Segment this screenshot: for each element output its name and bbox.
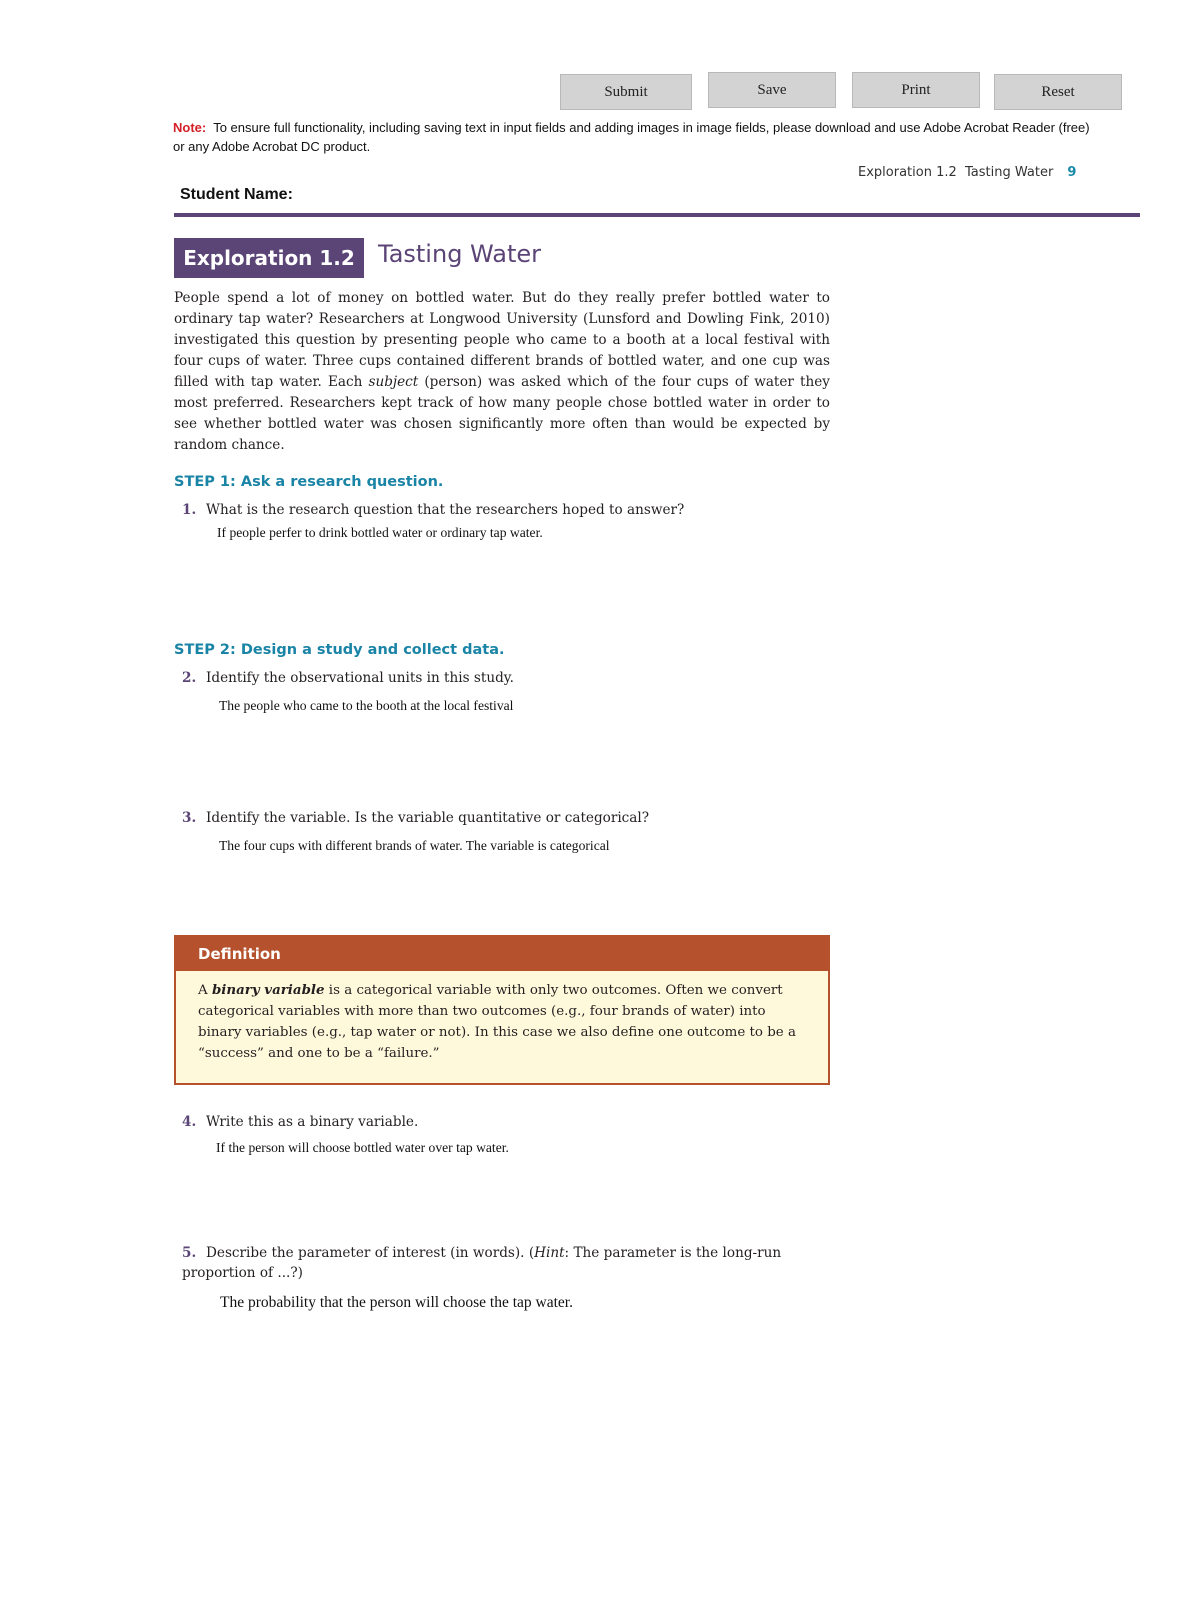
question-1 — [182, 500, 802, 520]
question-text-start: Describe the parameter of interest (in words). ( — [206, 1245, 535, 1261]
definition-text — [176, 971, 828, 1064]
header-divider — [174, 213, 1140, 217]
step-2-heading: STEP 2: Design a study and collect data. — [174, 642, 505, 658]
reset-button[interactable]: Reset — [994, 74, 1122, 110]
page-number: 9 — [1067, 165, 1077, 180]
definition-box — [174, 935, 830, 1085]
intro-paragraph — [174, 288, 830, 456]
acrobat-note — [173, 118, 1093, 156]
question-number: 4. — [182, 1114, 197, 1130]
running-head — [858, 165, 1076, 180]
student-name-label: Student Name: — [180, 186, 293, 203]
answer-field-4[interactable]: If the person will choose bottled water over tap water. — [216, 1140, 509, 1155]
question-5 — [182, 1243, 802, 1283]
definition-heading: Definition — [176, 937, 828, 971]
question-number: 1. — [182, 502, 197, 518]
answer-field-3[interactable]: The four cups with different brands of water. The variable is categorical — [219, 838, 610, 853]
definition-term: binary variable — [211, 982, 325, 998]
intro-part-2: (person) was asked which of the four cups of water they most preferred. Researchers kept track of how many people chose bottled water in order to see whether bottled water was chosen significantly more often than would be expected by random chance. — [174, 374, 830, 453]
answer-field-1[interactable]: If people perfer to drink bottled water or ordinary tap water. — [217, 525, 543, 540]
question-number: 2. — [182, 670, 197, 686]
question-text: Write this as a binary variable. — [206, 1114, 419, 1130]
answer-field-2[interactable]: The people who came to the booth at the local festival — [219, 698, 514, 713]
question-3 — [182, 808, 802, 828]
print-button[interactable]: Print — [852, 72, 980, 108]
question-text: Identify the observational units in this study. — [206, 670, 515, 686]
exploration-title: Tasting Water — [378, 240, 541, 268]
note-label: Note: — [173, 120, 207, 135]
intro-part-1: People spend a lot of money on bottled water. But do they really prefer bottled water to ordinary tap water? Researchers at Longwood University (Lunsford and Dowling Fink, 2010) investigated this question by presenting people who came to a booth at a local festival with four cups of water. Three cups contained different brands of bottled water, and one cup was filled with tap water. Each — [174, 290, 830, 390]
intro-italic-term: subject — [368, 374, 419, 390]
question-2 — [182, 668, 802, 688]
question-number: 3. — [182, 810, 197, 826]
running-head-title: Exploration 1.2 Tasting Water — [858, 165, 1054, 180]
question-text-end: : The parameter is the long-run proportion of ...?) — [182, 1245, 782, 1281]
question-4 — [182, 1112, 802, 1132]
hint-word: Hint — [534, 1245, 565, 1261]
note-text: To ensure full functionality, including saving text in input fields and adding images in image fields, please download and use Adobe Acrobat Reader (free) or any Adobe Acrobat DC product. — [173, 120, 1090, 154]
answer-field-5[interactable]: The probability that the person will choose the tap water. — [220, 1294, 573, 1311]
question-text: Identify the variable. Is the variable quantitative or categorical? — [206, 810, 650, 826]
submit-button[interactable]: Submit — [560, 74, 692, 110]
question-number: 5. — [182, 1245, 197, 1261]
exploration-badge: Exploration 1.2 — [174, 238, 364, 278]
question-text: What is the research question that the researchers hoped to answer? — [206, 502, 685, 518]
definition-body: is a categorical variable with only two outcomes. Often we convert categorical variables with more than two outcomes (e.g., four brands of water) into binary variables (e.g., tap water or not). In this case we also define one outcome to be a “success” and one to be a “failure.” — [198, 983, 796, 1061]
step-1-heading: STEP 1: Ask a research question. — [174, 474, 444, 490]
definition-lead: A — [198, 983, 212, 998]
save-button[interactable]: Save — [708, 72, 836, 108]
